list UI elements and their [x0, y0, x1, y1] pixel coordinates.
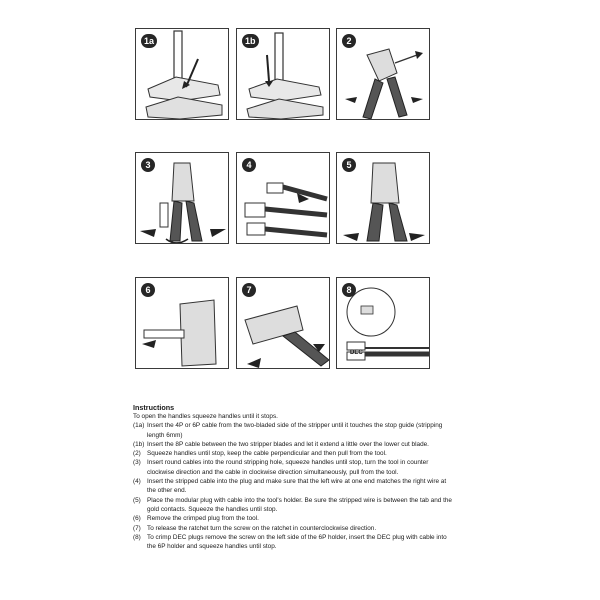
- panel-6: [135, 277, 229, 369]
- panel-7: [236, 277, 330, 369]
- panel-8: [336, 277, 430, 369]
- step-badge: 8: [342, 283, 356, 297]
- step-text: To crimp DEC plugs remove the screw on the left side of the 6P holder, insert the DEC plug with cable into the 6P holder and squeeze handles until stop.: [147, 533, 447, 551]
- step-badge: 5: [342, 158, 356, 172]
- step-number: (2): [133, 450, 141, 458]
- step-badge: 3: [141, 158, 155, 172]
- step-badge: 7: [242, 283, 256, 297]
- step-text: Insert the stripped cable into the plug and make sure that the left wire at one end matches the right wire at the other end.: [147, 478, 447, 495]
- step-row: [133, 440, 453, 449]
- panel-5: [336, 152, 430, 244]
- step-row: [133, 496, 453, 515]
- step-badge: 1a: [141, 34, 157, 48]
- step-badge: 6: [141, 283, 155, 297]
- step-row: [133, 514, 453, 523]
- step-badge: 4: [242, 158, 256, 172]
- step-number: (4): [133, 478, 141, 486]
- step-number: (5): [133, 496, 141, 504]
- step-number: (1a): [133, 422, 145, 430]
- step-row: [133, 477, 453, 496]
- dec-plug-label: DEC: [350, 350, 363, 356]
- panel-1a: [135, 28, 229, 120]
- step-number: (7): [133, 524, 141, 532]
- step-number: (1b): [133, 440, 145, 448]
- instructions-title: Instructions: [133, 403, 175, 412]
- step-row: [133, 524, 453, 533]
- step-number: (3): [133, 459, 141, 467]
- step-row: [133, 421, 453, 440]
- panel-2: [336, 28, 430, 120]
- step-text: Insert the 8P cable between the two stripper blades and let it extend a little over the lower cut blade.: [147, 440, 429, 448]
- step-text: Insert the 4P or 6P cable from the two-bladed side of the stripper until it touches the stop guide (stripping length 6mm): [147, 422, 443, 439]
- step-number: (8): [133, 533, 141, 541]
- step-number: (6): [133, 515, 141, 523]
- panel-1b: [236, 28, 330, 120]
- step-row: [133, 533, 453, 552]
- step-badge: 2: [342, 34, 356, 48]
- step-row: [133, 449, 453, 458]
- instructions-block: [133, 403, 453, 551]
- step-text: Place the modular plug with cable into the tool's holder. Be sure the stripped wire is between the tab and the gold contacts. Squeeze the handles until stop.: [147, 496, 452, 513]
- panel-3: [135, 152, 229, 244]
- step-row: [133, 458, 453, 477]
- instructions-intro: To open the handles squeeze handles until it stops.: [133, 413, 278, 420]
- step-text: To release the ratchet turn the screw on the ratchet in counterclockwise direction.: [147, 524, 377, 532]
- step-text: Remove the crimped plug from the tool.: [147, 515, 259, 523]
- panel-4: [236, 152, 330, 244]
- step-badge: 1b: [242, 34, 259, 48]
- step-text: Insert round cables into the round stripping hole, squeeze handles until stop, turn the tool in counter clockwise direction and the cable in clockwise direction simultaneously, pull from the tool.: [147, 459, 429, 476]
- step-text: Squeeze handles until stop, keep the cable perpendicular and then pull from the tool.: [147, 450, 387, 458]
